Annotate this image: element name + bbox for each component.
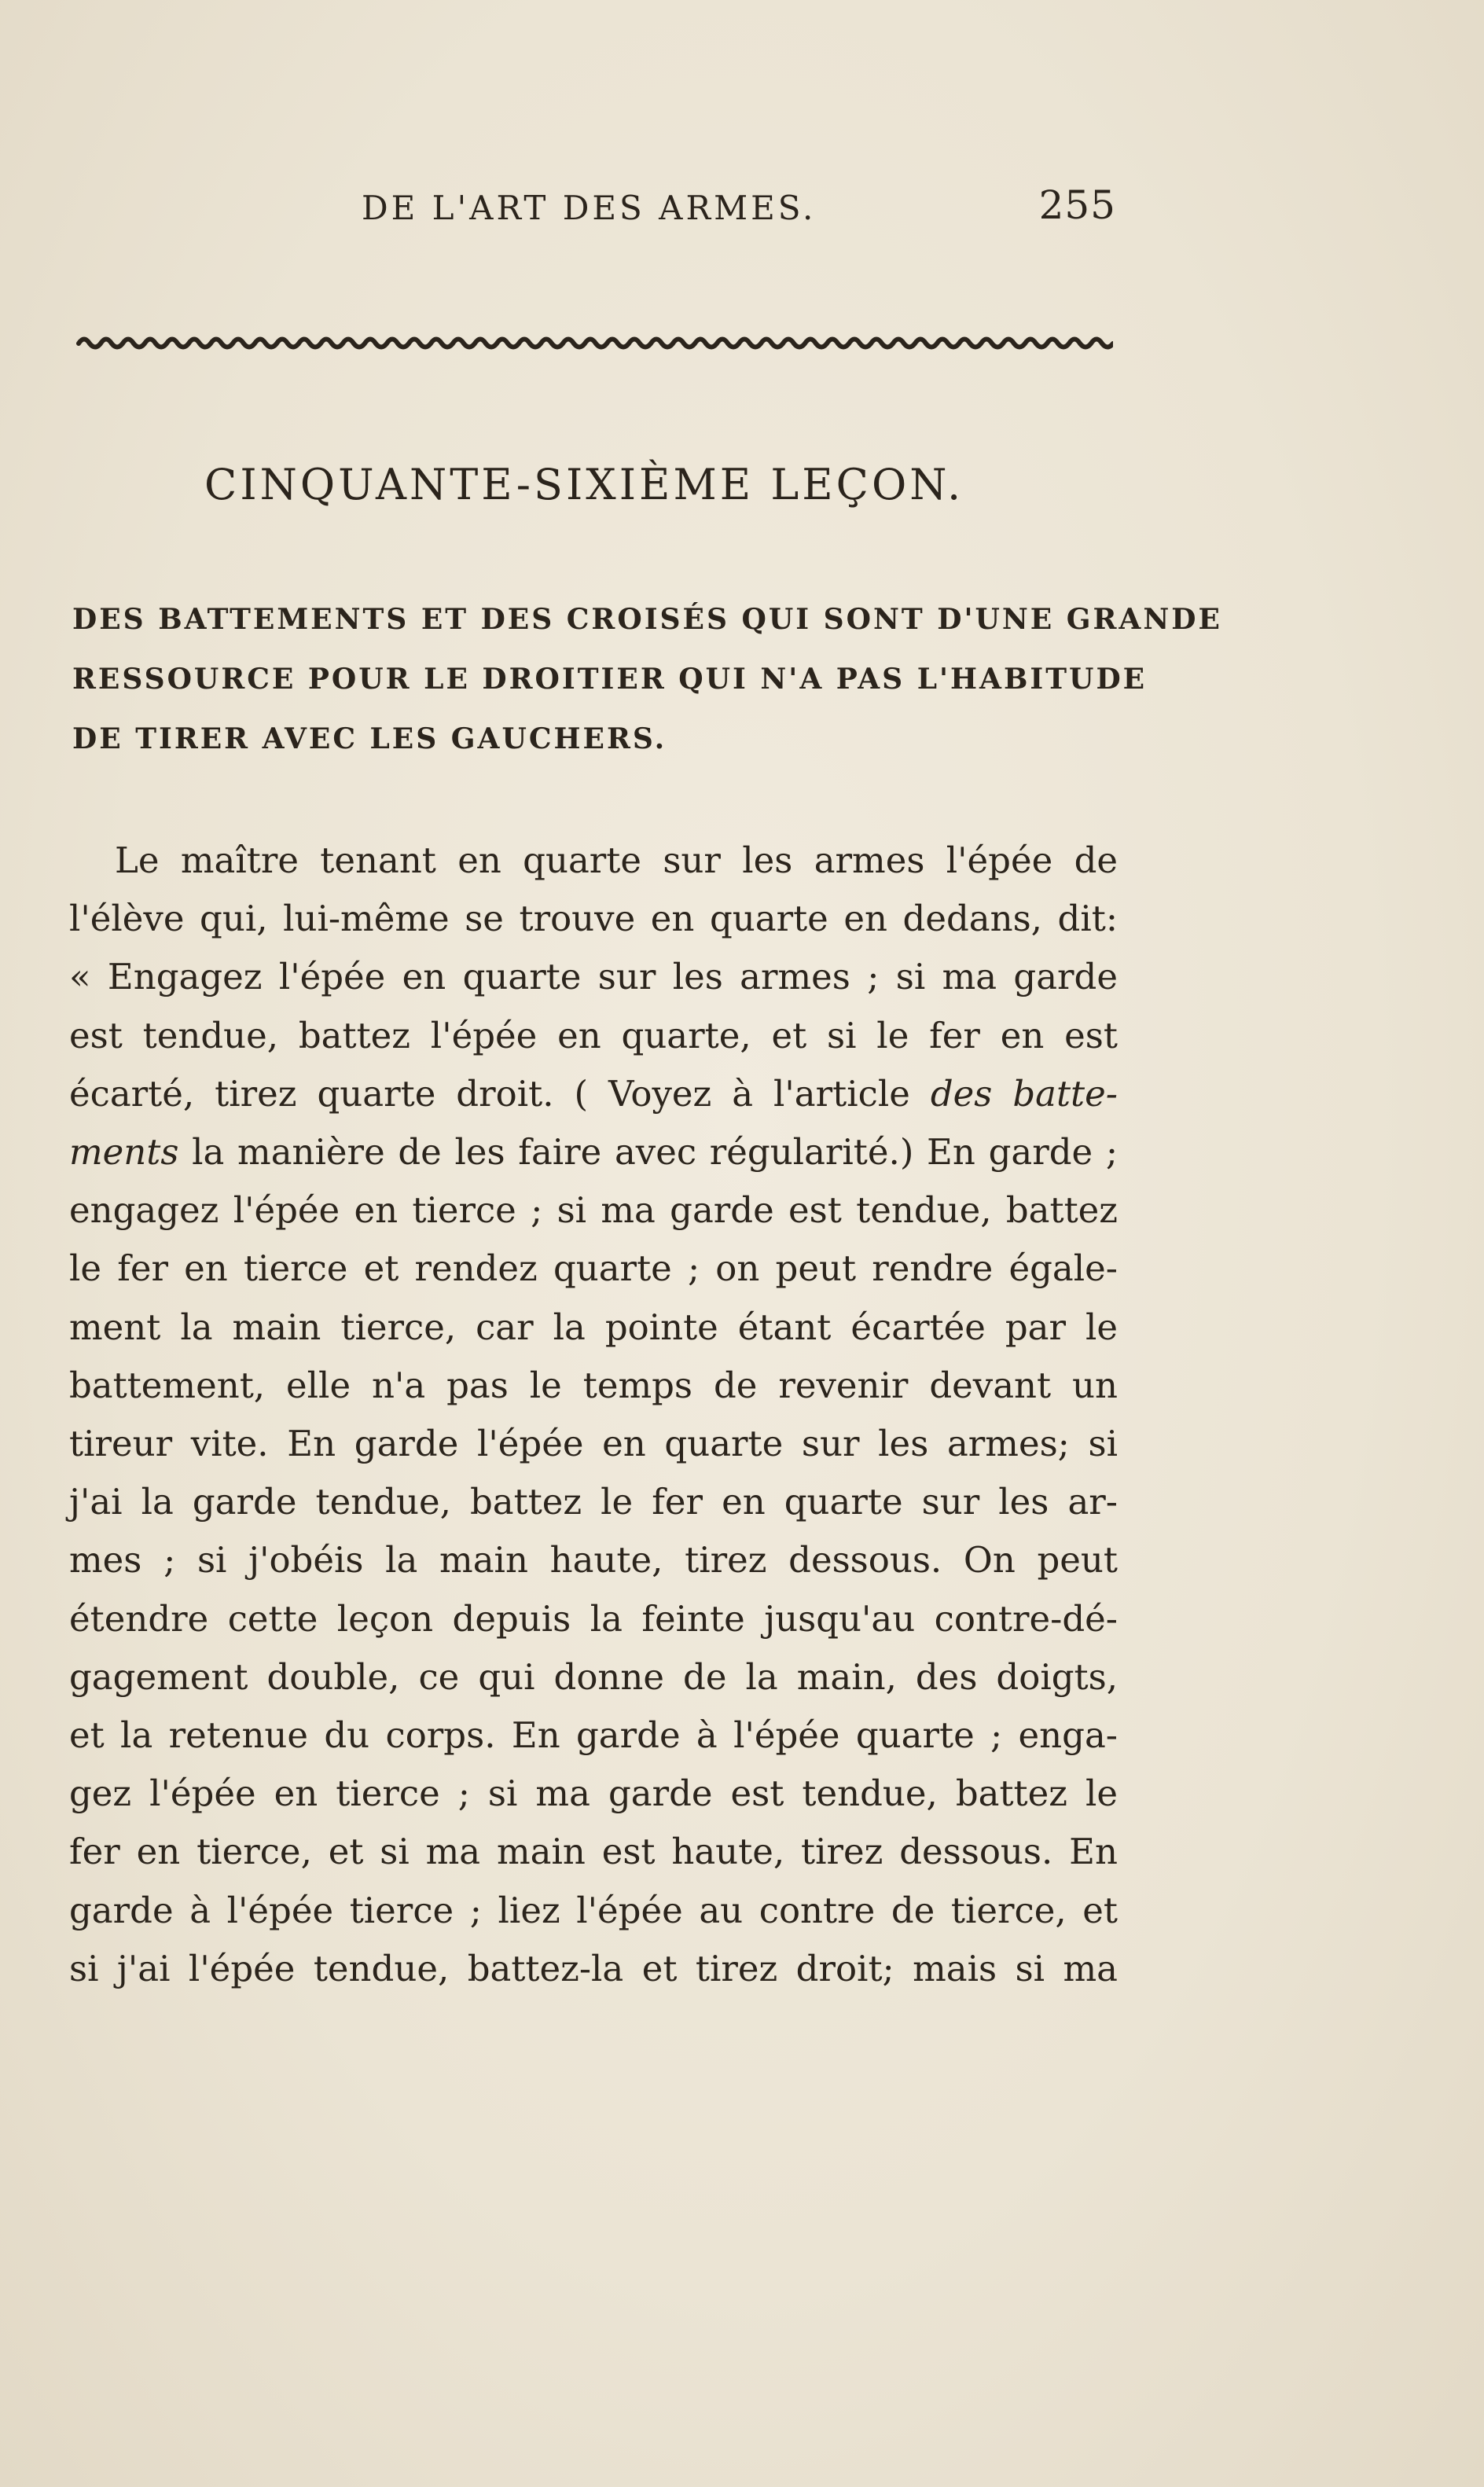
lesson-title: CINQUANTE-SIXIÈME LEÇON.: [204, 460, 964, 509]
text-line: ment la main tierce, car la pointe étant écartée par le: [69, 1306, 1118, 1348]
subtitle-line: RESSOURCE POUR LE DROITIER QUI N'A PAS L'HABITUDE: [72, 663, 1148, 696]
lesson-subtitle: [72, 590, 1222, 769]
text-segment: écarté, tirez quarte droit. ( Voyez à l'article: [69, 1072, 910, 1115]
text-line: tireur vite. En garde l'épée en quarte sur les armes; si: [69, 1423, 1118, 1465]
text-line: gagement double, ce qui donne de la main, des doigts,: [69, 1655, 1118, 1698]
running-title: DE L'ART DES ARMES.: [362, 189, 817, 227]
text-line: étendre cette leçon depuis la feinte jusqu'au contre-dé-: [69, 1597, 1118, 1640]
italic-reference: des batte-: [930, 1072, 1118, 1115]
text-line: gez l'épée en tierce ; si ma garde est tendue, battez le: [69, 1772, 1118, 1815]
text-line: [69, 1065, 1118, 1123]
body-text: [69, 832, 1118, 1998]
wavy-rule-ornament-icon: [75, 324, 1113, 363]
text-line: et la retenue du corps. En garde à l'épée quarte ; enga-: [69, 1714, 1118, 1757]
italic-reference-continued: ments: [69, 1131, 179, 1174]
text-line: [69, 1123, 1118, 1181]
text-line: battement, elle n'a pas le temps de revenir devant un: [69, 1364, 1118, 1406]
text-line: fer en tierce, et si ma main est haute, tirez dessous. En: [69, 1831, 1118, 1873]
page-header: [362, 182, 1116, 237]
text-line: l'élève qui, lui-même se trouve en quarte en dedans, dit:: [69, 898, 1118, 940]
text-line: j'ai la garde tendue, battez le fer en quarte sur les ar-: [69, 1481, 1118, 1523]
page-number: 255: [1038, 182, 1116, 228]
text-segment: la manière de les faire avec régularité.) En garde ;: [178, 1131, 1118, 1174]
subtitle-line: DES BATTEMENTS ET DES CROISÉS QUI SONT D'UNE GRANDE: [72, 603, 1222, 636]
subtitle-line: DE TIRER AVEC LES GAUCHERS.: [72, 722, 667, 755]
text-line: Le maître tenant en quarte sur les armes l'épée de: [115, 839, 1118, 881]
text-line: le fer en tierce et rendez quarte ; on peut rendre égale-: [69, 1247, 1118, 1290]
text-line: mes ; si j'obéis la main haute, tirez dessous. On peut: [69, 1539, 1118, 1581]
text-line: « Engagez l'épée en quarte sur les armes ; si ma garde: [69, 956, 1118, 998]
text-line: est tendue, battez l'épée en quarte, et si le fer en est: [69, 1014, 1118, 1056]
text-line: si j'ai l'épée tendue, battez-la et tirez droit; mais si ma: [69, 1947, 1118, 1989]
text-line: engagez l'épée en tierce ; si ma garde est tendue, battez: [69, 1189, 1118, 1232]
text-line: garde à l'épée tierce ; liez l'épée au contre de tierce, et: [69, 1889, 1118, 1931]
